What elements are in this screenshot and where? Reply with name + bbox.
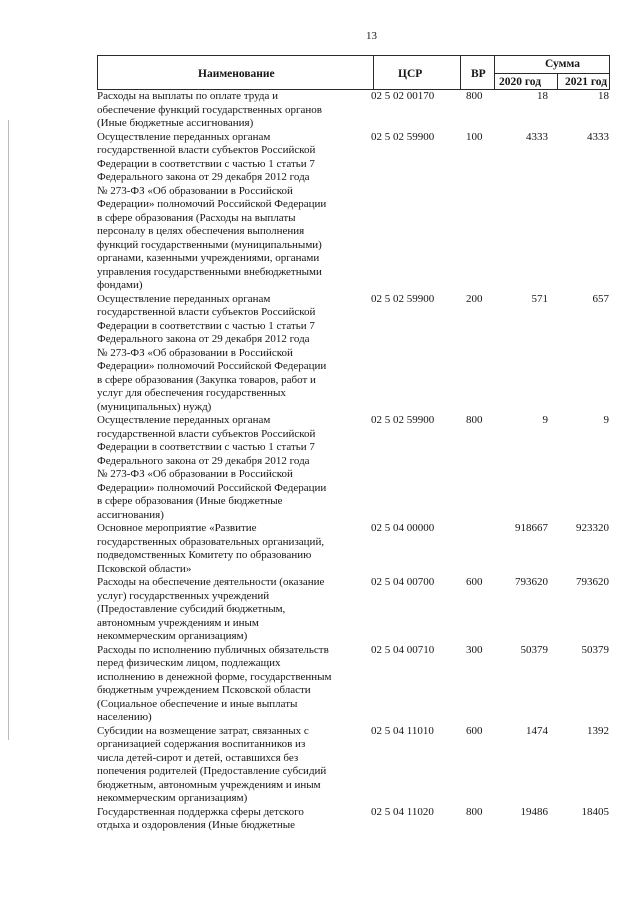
header-divider (557, 73, 558, 89)
row-name: Осуществление переданных органам государственной власти субъектов Российской Федерации в соответствии с частью 1 статьи 7 Федерального закона от 29 декабря 2012 года № 273-ФЗ «Об образовании в Российской Федерации» полномочий Российской Федерации в сфере образования (Закупка товаров, работ и услуг для обеспечения государственных (муниципальных) нужд) (97, 292, 327, 413)
row-value-2021: 1392 (587, 724, 609, 737)
column-header-csr: ЦСР (398, 68, 423, 80)
row-value-2021: 923320 (576, 522, 609, 534)
row-vr: 800 (466, 90, 483, 102)
row-value-2020: 9 (542, 414, 548, 426)
row-csr: 02 5 02 00170 (371, 90, 435, 102)
row-value-2021: 657 (592, 292, 609, 305)
row-value-2020: 1474 (526, 724, 548, 737)
page-number: 13 (366, 30, 377, 42)
header-divider (373, 56, 374, 89)
row-csr: 02 5 04 00000 (371, 522, 435, 534)
column-header-2021: 2021 год (565, 76, 608, 88)
row-value-2020: 793620 (515, 576, 548, 588)
row-value-2020: 50379 (520, 643, 548, 656)
row-value-2021: 4333 (587, 130, 609, 143)
column-header-name: Наименование (198, 68, 275, 80)
row-value-2020: 4333 (526, 130, 548, 143)
row-value-2021: 50379 (581, 643, 609, 656)
row-name: Осуществление переданных органам государственной власти субъектов Российской Федерации в соответствии с частью 1 статьи 7 Федерального закона от 29 декабря 2012 года № 273-ФЗ «Об образовании в Российской Федерации» полномочий Российской Федерации в сфере образования (Расходы на выплаты персоналу в целях обеспечения выполнения функций государственными (муниципальными) органами, казенными учреждениями, органами управления государственными внебюджетными фондами) (97, 130, 327, 291)
row-vr: 800 (466, 805, 483, 818)
table-row (97, 522, 610, 576)
row-vr: 600 (466, 724, 483, 737)
table-row (97, 90, 610, 131)
row-value-2020: 918667 (515, 522, 548, 534)
row-vr: 600 (466, 576, 483, 588)
row-csr: 02 5 04 00710 (371, 643, 435, 656)
table-row (97, 806, 610, 833)
header-divider (494, 73, 609, 74)
row-value-2021: 9 (603, 414, 609, 426)
table-row (97, 293, 610, 415)
table-row (97, 414, 610, 522)
row-name: Субсидии на возмещение затрат, связанных с организацией содержания воспитанников из числа детей-сирот и детей, оставшихся без попечения родителей (Предоставление субсидий бюджетным, автономным учреждениям и иным некоммерческим организациям) (97, 724, 327, 804)
row-value-2021: 18405 (581, 805, 609, 818)
row-vr: 200 (466, 292, 483, 305)
row-csr: 02 5 04 11010 (371, 724, 434, 737)
table-header (97, 55, 610, 90)
header-divider (460, 56, 461, 89)
row-name: Расходы на выплаты по оплате труда и обеспечение функций государственных органов (Иные бюджетные ассигнования) (97, 90, 322, 129)
row-name: Расходы по исполнению публичных обязательств перед физическим лицом, подлежащих исполнению в денежной форме, государственным бюджетным учреждением Псковской области (Социальное обеспечение и иные выплаты населению) (97, 643, 332, 723)
row-name: Осуществление переданных органам государственной власти субъектов Российской Федерации в соответствии с частью 1 статьи 7 Федерального закона от 29 декабря 2012 года № 273-ФЗ «Об образовании в Российской Федерации» полномочий Российской Федерации в сфере образования (Иные бюджетные ассигнования) (97, 414, 327, 521)
row-csr: 02 5 02 59900 (371, 292, 435, 305)
table-row (97, 725, 610, 806)
row-value-2020: 19486 (520, 805, 548, 818)
row-name: Расходы на обеспечение деятельности (оказание услуг) государственных учреждений (Предоставление субсидий бюджетным, автономным учреждениям и иным некоммерческим организациям) (97, 576, 325, 642)
column-header-2020: 2020 год (499, 76, 542, 88)
row-csr: 02 5 02 59900 (371, 414, 435, 426)
row-name: Государственная поддержка сферы детского отдыха и оздоровления (Иные бюджетные (97, 805, 304, 831)
budget-table-body (97, 90, 610, 833)
table-row (97, 131, 610, 293)
column-header-vr: ВР (471, 68, 486, 80)
row-value-2021: 18 (598, 90, 609, 102)
row-vr: 300 (466, 643, 483, 656)
row-vr: 100 (466, 130, 483, 143)
row-value-2021: 793620 (576, 576, 609, 588)
row-value-2020: 571 (531, 292, 548, 305)
column-header-sum: Сумма (545, 58, 580, 70)
row-value-2020: 18 (537, 90, 548, 102)
row-name: Основное мероприятие «Развитие государственных образовательных организаций, подведомственных Комитету по образованию Псковской области» (97, 522, 325, 575)
row-csr: 02 5 04 00700 (371, 576, 435, 588)
row-vr: 800 (466, 414, 483, 426)
row-csr: 02 5 02 59900 (371, 130, 435, 143)
row-csr: 02 5 04 11020 (371, 805, 434, 818)
table-row (97, 644, 610, 725)
table-row (97, 576, 610, 644)
scan-edge-line (8, 120, 9, 740)
